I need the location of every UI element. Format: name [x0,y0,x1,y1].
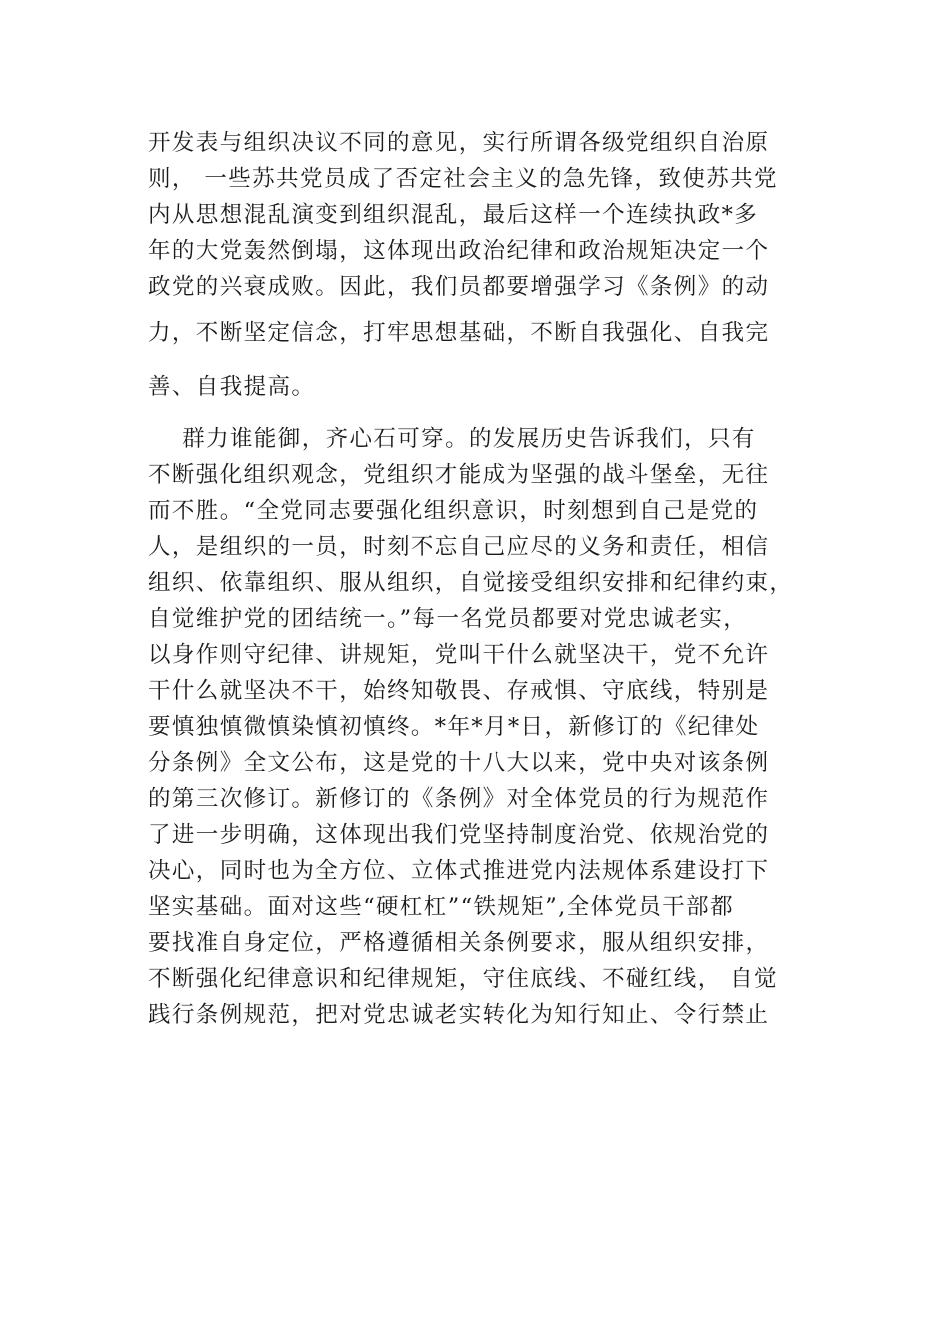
text-line: 要慎独慎微慎染慎初慎终。*年*月*日，新修订的《纪律处 [148,714,760,740]
text-line: 分条例》全文公布，这是党的十八大以来，党中央对该条例 [148,750,770,776]
text-line: 人，是组织的一员，时刻不忘自己应尽的义务和责任，相信 [148,534,770,560]
paragraph-first-line: 群力谁能御，齐心石可穿。的发展历史告诉我们，只有 [148,426,756,452]
text-line: 了进一步明确，这体现出我们党坚持制度治党、依规治党的 [148,822,770,848]
text-line: 不断强化纪律意识和纪律规矩，守住底线、不碰红线， 自觉 [148,966,778,992]
text-line: 而不胜。“全党同志要强化组织意识，时刻想到自己是党的 [148,498,759,524]
text-line: 善、自我提高。 [148,374,316,400]
text-line: 坚实基础。面对这些“硬杠杠”“铁规矩”,全体党员干部都 [148,894,734,920]
text-line: 以身作则守纪律、讲规矩，党叫干什么就坚决干，党不允许 [148,642,770,668]
text-line: 干什么就坚决不干，始终知敬畏、存戒惧、守底线，特别是 [148,678,770,704]
text-line: 的第三次修订。新修订的《条例》对全体党员的行为规范作 [148,786,770,812]
text-line: 政党的兴衰成败。因此，我们员都要增强学习《条例》的动 [148,274,770,300]
text-line: 开发表与组织决议不同的意见，实行所谓各级党组织自治原 [148,130,770,156]
text-line: 年的大党轰然倒塌，这体现出政治纪律和政治规矩决定一个 [148,238,770,264]
text-line: 践行条例规范，把对党忠诚老实转化为知行知止、令行禁止 [148,1002,770,1028]
text-line: 内从思想混乱演变到组织混乱，最后这样一个连续执政*多 [148,202,759,228]
text-line: 要找准自身定位，严格遵循相关条例要求，服从组织安排， [148,930,770,956]
text-line: 力，不断坚定信念，打牢思想基础，不断自我强化、自我完 [148,320,770,346]
text-line: 自觉维护党的团结统一。”每一名党员都要对党忠诚老实， [148,606,748,632]
text-line: 决心，同时也为全方位、立体式推进党内法规体系建设打下 [148,858,770,884]
text-line: 组织、依靠组织、服从组织，自觉接受组织安排和纪律约束， [148,570,794,596]
text-line: 不断强化组织观念，党组织才能成为坚强的战斗堡垒，无往 [148,462,770,488]
text-line: 则， 一些苏共党员成了否定社会主义的急先锋，致使苏共党 [148,166,778,192]
